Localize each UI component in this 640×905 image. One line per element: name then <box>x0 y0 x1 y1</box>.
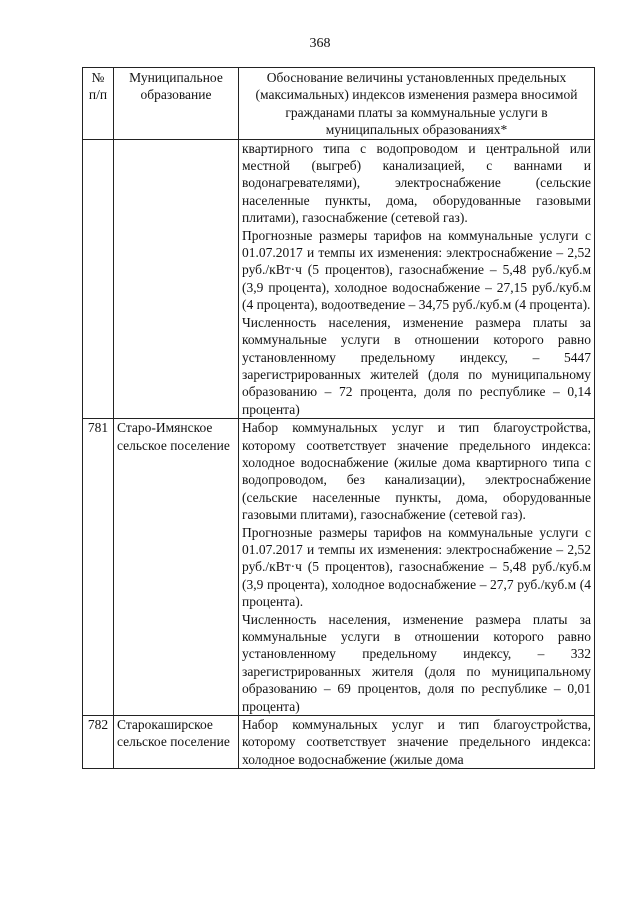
header-num: № п/п <box>83 68 114 140</box>
page-number: 368 <box>309 36 331 51</box>
tariff-justification-table <box>82 67 595 769</box>
municipality-name: Старо-Имянское сельское поселение <box>114 419 239 716</box>
justification-paragraph: Прогнозные размеры тарифов на коммунальные услуги с 01.07.2017 и темпы их изменения: электроснабжение – 2,52 руб./кВт·ч (5 процентов), газоснабжение – 5,48 руб./куб.м (3,9 процента), холодное водоснабжение – 27,7 руб./куб.м (4 процента). <box>242 524 591 610</box>
row-number: 781 <box>83 419 114 716</box>
justification-paragraph: Прогнозные размеры тарифов на коммунальные услуги с 01.07.2017 и темпы их изменения: электроснабжение – 2,52 руб./кВт·ч (5 процентов), газоснабжение – 5,48 руб./куб.м (3,9 процента), холодное водоснабжение – 27,15 руб./куб.м (4 процента), водоотведение – 34,75 руб./куб.м (4 процента). <box>242 227 591 313</box>
justification-paragraph: Набор коммунальных услуг и тип благоустройства, которому соответствует значение предельного индекса: холодное водоснабжение (жилые дома <box>242 717 591 767</box>
row-number: 782 <box>83 716 114 769</box>
header-justification: Обоснование величины установленных предельных (максимальных) индексов изменения размера вносимой гражданами платы за коммунальные услуги в муниципальных образованиях* <box>239 68 595 140</box>
justification-paragraph: Численность населения, изменение размера платы за коммунальные услуги в отношении которого равно установленному предельному индексу, – 5447 зарегистрированных жителей (доля по муниципальному образованию – 72 процента, доля по республике – 0,14 процента) <box>242 314 591 417</box>
justification-cell <box>239 139 595 419</box>
justification-paragraph: Набор коммунальных услуг и тип благоустройства, которому соответствует значение предельного индекса: холодное водоснабжение (жилые дома квартирного типа с водопроводом, без канализации), электроснабжение (сельские населенные пункты, дома, оборудованные газовыми плитами), газоснабжение (сетевой газ). <box>242 420 591 523</box>
justification-cell <box>239 716 595 769</box>
row-number <box>83 139 114 419</box>
header-municipality: Муниципальное образование <box>114 68 239 140</box>
justification-paragraph: Численность населения, изменение размера платы за коммунальные услуги в отношении которого равно установленному предельному индексу, – 332 зарегистрированных жителя (доля по муниципальному образованию – 69 процентов, доля по республике – 0,01 процента) <box>242 611 591 714</box>
justification-cell <box>239 419 595 716</box>
municipality-name: Старокаширское сельское поселение <box>114 716 239 769</box>
municipality-name <box>114 139 239 419</box>
table-row <box>83 139 595 419</box>
table-row <box>83 716 595 769</box>
table-row <box>83 419 595 716</box>
justification-paragraph: квартирного типа с водопроводом и центральной или местной (выгреб) канализацией, с ваннами и водонагревателями), электроснабжение (сельские населенные пункты, дома, оборудованные газовыми плитами), газоснабжение (сетевой газ). <box>242 140 591 226</box>
table-header-row <box>83 68 595 140</box>
